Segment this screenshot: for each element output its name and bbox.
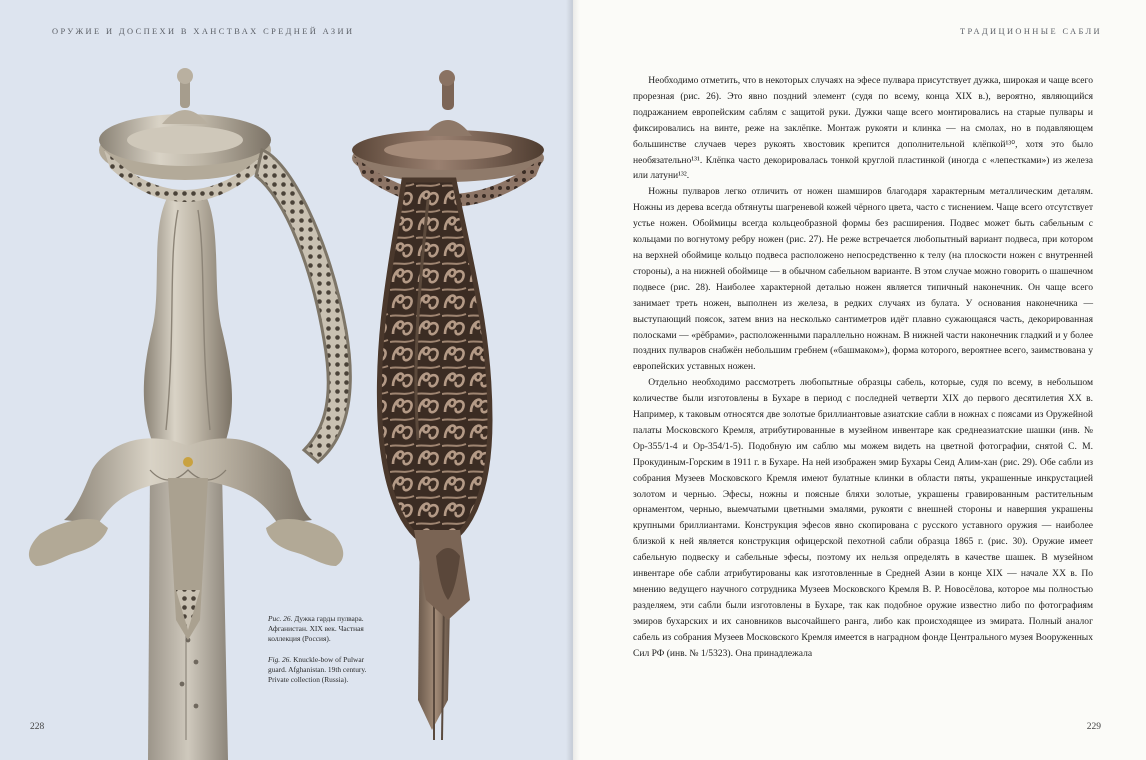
figure-text-en: Knuckle-bow of Pulwar guard. Afghanistan. 19th century. Private collection (Russia). xyxy=(268,655,367,684)
page-number-left: 228 xyxy=(30,722,45,732)
figure-label-en: Fig. 26. xyxy=(268,655,292,664)
figure-label-ru: Рис. 26. xyxy=(268,614,293,623)
figure-caption-en xyxy=(268,655,376,685)
running-head-right: ТРАДИЦИОННЫЕ САБЛИ xyxy=(959,27,1102,36)
body-text xyxy=(633,73,1093,662)
running-head-left: ОРУЖИЕ И ДОСПЕХИ В ХАНСТВАХ СРЕДНЕЙ АЗИИ xyxy=(52,27,355,36)
figure-text-ru: Дужка гарды пулвара. Афганистан. XIX век. Частная коллекция (Россия). xyxy=(268,614,364,643)
paragraph: Отдельно необходимо рассмотреть любопытные образцы сабель, которые, судя по всему, в небольшом количестве были изготовлены в Бухаре в период с последней четверти XIX до первого десятилетия XX в. Например, к таковым относятся две золотые бриллиантовые азиатские сабли в ножнах с поясами из Оружейной палаты Московского Кремля, атрибутированные в музейном инвентаре как среднеазиатские шашки (инв. № Ор-355/1-4 и Ор-354/1-5). Подобную им саблю мы можем видеть на цветной фотографии, снятой С. М. Прокудиным-Горским в 1911 г. в Бухаре. На ней изображен эмир Бухары Сеид Алим-хан (рис. 29). Обе сабли из собрания Музеев Московского Кремля имеют булатные клинки в области пяты, украшенные инкрустацией золотом и чернью. Эфесы, ножны и поясные бляхи золотые, украшены гравированным растительным орнаментом, чернью, выемчатыми цветными эмалями, рукояти с внешней стороны и навершия украшены крупными бриллиантами. Конструкция эфесов явно скопирована с русского уставного оружия — наиболее близкой к ней является конструкция офицерской пехотной сабли образца 1865 г. (рис. 30). Оружие имеет сабельную подвеску и сабельные эфесы, поэтому их нельзя определять в качестве шашек. В музейном инвентаре обе сабли атрибутированы как изготовленные в Средней Азии в конце XIX — начале XX в. По мнению ведущего научного сотрудника Музеев Московского Кремля В. Р. Новосёлова, которое мы полностью разделяем, эти сабли были изготовлены в Бухаре, так как подобное оружие известно либо по фотографиям эмиров бухарских и их сановников высочайшего ранга, либо как происходящее из эмирата. Полный аналог сабель из собрания Музеев Московского Кремля имеется в наградном фонде Центрального музея Вооруженных Сил РФ (инв. № 1/5323). Она принадлежала xyxy=(633,377,1093,659)
paragraph: Ножны пулваров легко отличить от ножен шамширов благодаря характерным металлическим деталям. Ножны из дерева всегда обтянуты шагреневой кожей чёрного цвета, часто с тиснением. Чаще всего отсутствует устье ножен. Обоймицы всегда кольцеобразной формы без расширения. Подвес может быть сабельным с кольцами по вогнутому ребру ножен (рис. 27). Не реже встречается любопытный вариант подвеса, при котором на верхней обоймице кольцо подвеса расположено непосредственно к телу (на плоскости ножен с внутренней стороны), а на нижней обоймице — в обычном сабельном варианте. В этом случае можно говорить о шашечном подвесе (рис. 28). Наиболее характерной деталью ножен является типичный наконечник. Он чаще всего занимает треть ножен, выполнен из железа, в редких случаях из булата. У основания наконечника — выступающий поясок, затем вниз на несколько сантиметров идёт плавно сужающаяся часть, декорированная полосками — «рёбрами», расположенными параллельно ножнам. В нижней части наконечник гладкий и у более поздних пулваров снабжён небольшим гребнем («башмаком»), форма которого, вероятнее всего, заимствована у европейских уставных ножен. xyxy=(633,186,1093,373)
page-number-right: 229 xyxy=(1086,722,1101,732)
book-gutter xyxy=(566,0,580,760)
figure-caption-ru xyxy=(268,614,376,644)
right-page xyxy=(573,0,1146,760)
paragraph: Необходимо отметить, что в некоторых случаях на эфесе пулвара присутствует дужка, широкая и чаще всего прорезная (рис. 26). Это явно поздний элемент (судя по всему, конца XIX в.), вероятно, являющийся подражанием европейским саблям с защитой руки. Дужки чаще всего монтировались на старые пулвары и фиксировались на винте, реже на заклёпке. Монтаж рукояти и клинка — на смолах, но в подавляющем большинстве случаев через рукоять хвостовик крепится дополнительной клёпкой¹³⁰, хотя это было необязательно¹³¹. Клёпка часто декорировалась тонкой круглой пластинкой (иногда с «лепестками») из железа или латуни¹³². xyxy=(633,75,1093,182)
